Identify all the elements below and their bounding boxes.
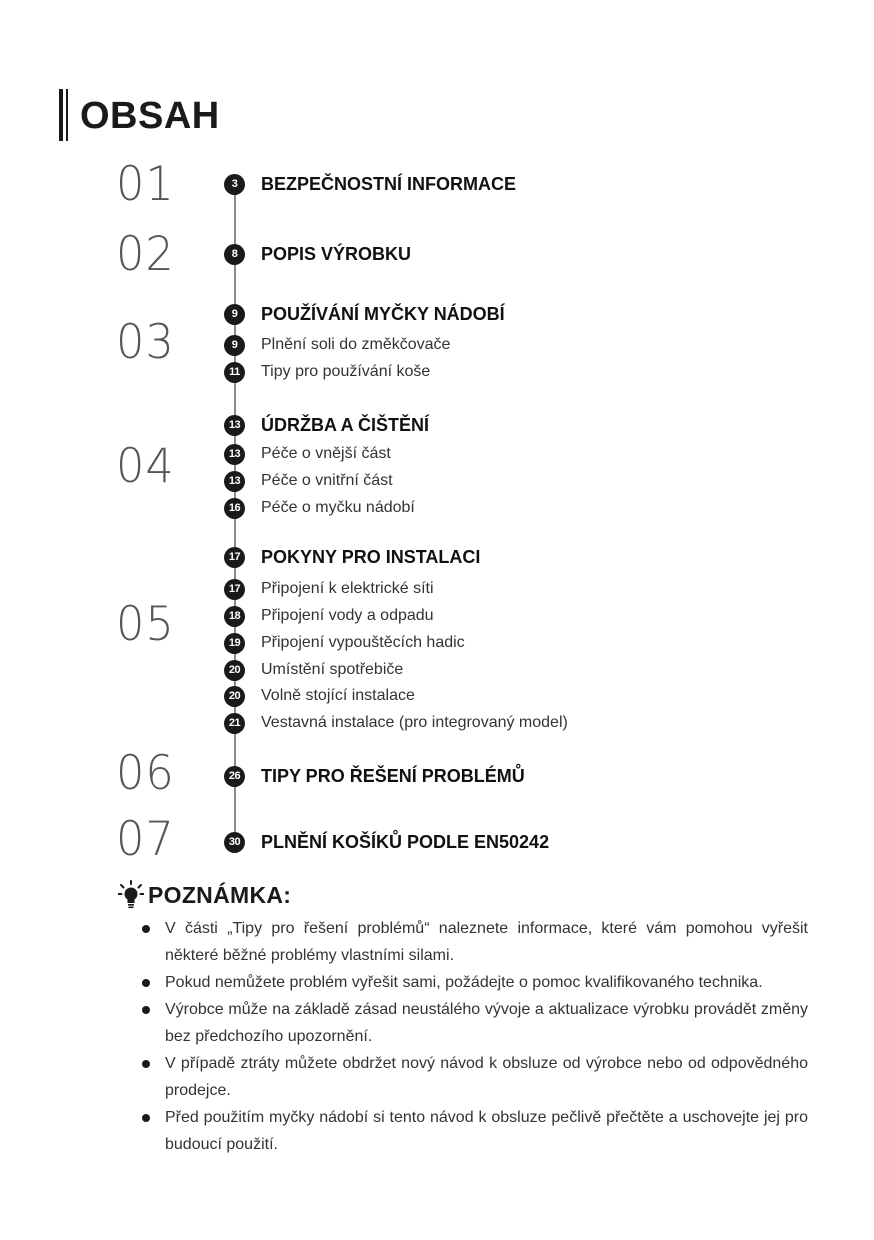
toc-subsection-entry[interactable] <box>224 659 403 681</box>
toc-section-entry[interactable] <box>224 831 549 853</box>
toc-section-entry[interactable] <box>224 243 411 265</box>
toc-entry-label: POKYNY PRO INSTALACI <box>261 546 481 567</box>
note-title: POZNÁMKA: <box>148 881 292 908</box>
note-header <box>118 880 291 910</box>
section-number: 03 <box>116 315 175 370</box>
toc-entry-label: Péče o vnější část <box>261 445 391 462</box>
section-number: 05 <box>116 597 175 652</box>
toc-section-entry[interactable] <box>224 173 516 195</box>
toc-entry-label: Připojení vypouštěcích hadic <box>261 634 465 651</box>
toc-subsection-entry[interactable] <box>224 443 391 465</box>
page-number-badge: 13 <box>224 471 245 492</box>
page-number-badge: 20 <box>224 686 245 707</box>
toc-subsection-entry[interactable] <box>224 605 434 627</box>
toc-section-entry[interactable] <box>224 765 525 787</box>
section-number: 06 <box>116 746 175 801</box>
section-number: 02 <box>116 227 175 282</box>
page-number-badge: 21 <box>224 713 245 734</box>
page-number-badge: 9 <box>224 335 245 356</box>
toc-section-entry[interactable] <box>224 303 505 325</box>
toc-entry-label: BEZPEČNOSTNÍ INFORMACE <box>261 173 517 194</box>
toc-entry-label: Péče o myčku nádobí <box>261 499 415 516</box>
page-number-badge: 30 <box>224 832 245 853</box>
toc-subsection-entry[interactable] <box>224 685 415 707</box>
bullet-icon <box>142 1006 150 1014</box>
page-number-badge: 17 <box>224 579 245 600</box>
note-item <box>140 969 808 996</box>
toc-section-entry[interactable] <box>224 546 480 568</box>
page-number-badge: 18 <box>224 606 245 627</box>
page-number-badge: 9 <box>224 304 245 325</box>
toc-subsection-entry[interactable] <box>224 578 434 600</box>
toc-subsection-entry[interactable] <box>224 497 415 519</box>
page-number-badge: 11 <box>224 362 245 383</box>
toc-subsection-entry[interactable] <box>224 712 568 734</box>
toc-entry-label: Péče o vnitřní část <box>261 472 393 489</box>
page-number-badge: 8 <box>224 244 245 265</box>
toc-entry-label: POUŽÍVÁNÍ MYČKY NÁDOBÍ <box>261 303 505 324</box>
section-number: 01 <box>116 157 175 212</box>
title-accent-bar <box>59 89 63 141</box>
toc-entry-label: POPIS VÝROBKU <box>261 243 412 264</box>
title-accent-line <box>66 89 68 141</box>
note-item-text: V případě ztráty můžete obdržet nový návod k obsluze od výrobce nebo od odpovědného prodejce. <box>165 1055 808 1099</box>
toc-section-entry[interactable] <box>224 414 429 436</box>
page-title: OBSAH <box>80 95 220 137</box>
note-item-text: V části „Tipy pro řešení problémů“ naleznete informace, které vám pomohou vyřešit některé běžné problémy vlastními silami. <box>165 920 808 964</box>
toc-entry-label: Vestavná instalace (pro integrovaný model) <box>261 714 568 731</box>
toc-entry-label: ÚDRŽBA A ČIŠTĚNÍ <box>261 414 429 435</box>
section-number: 07 <box>116 812 175 867</box>
note-item-text: Výrobce může na základě zásad neustálého vývoje a aktualizace výrobku provádět změny bez předchozího upozornění. <box>165 1001 808 1045</box>
note-item-text: Pokud nemůžete problém vyřešit sami, požádejte o pomoc kvalifikovaného technika. <box>165 974 763 991</box>
page-number-badge: 26 <box>224 766 245 787</box>
toc-subsection-entry[interactable] <box>224 334 450 356</box>
toc-entry-label: Připojení k elektrické síti <box>261 580 434 597</box>
toc-entry-label: Umístění spotřebiče <box>261 661 404 678</box>
bullet-icon <box>142 1114 150 1122</box>
bullet-icon <box>142 979 150 987</box>
toc-entry-label: TIPY PRO ŘEŠENÍ PROBLÉMŮ <box>261 765 525 786</box>
note-item <box>140 915 808 969</box>
bullet-icon <box>142 1060 150 1068</box>
toc-entry-label: Volně stojící instalace <box>261 687 415 704</box>
bullet-icon <box>142 925 150 933</box>
toc-subsection-entry[interactable] <box>224 470 393 492</box>
page-number-badge: 20 <box>224 660 245 681</box>
note-item-text: Před použitím myčky nádobí si tento návod k obsluze pečlivě přečtěte a uschovejte jej pro budoucí použití. <box>165 1109 808 1153</box>
section-number: 04 <box>116 439 175 494</box>
toc-entry-label: Tipy pro používání koše <box>261 363 431 380</box>
toc-entry-label: Plnění soli do změkčovače <box>261 336 451 353</box>
toc-subsection-entry[interactable] <box>224 361 430 383</box>
note-list <box>140 915 808 1158</box>
toc-entry-label: Připojení vody a odpadu <box>261 607 434 624</box>
page-number-badge: 17 <box>224 547 245 568</box>
toc-subsection-entry[interactable] <box>224 632 465 654</box>
note-item <box>140 1050 808 1104</box>
lightbulb-icon <box>118 880 144 910</box>
note-item <box>140 996 808 1050</box>
page-number-badge: 13 <box>224 444 245 465</box>
page-number-badge: 16 <box>224 498 245 519</box>
toc-entry-label: PLNĚNÍ KOŠÍKŮ PODLE EN50242 <box>261 831 550 852</box>
page-number-badge: 3 <box>224 174 245 195</box>
page-number-badge: 19 <box>224 633 245 654</box>
page-number-badge: 13 <box>224 415 245 436</box>
note-item <box>140 1104 808 1158</box>
